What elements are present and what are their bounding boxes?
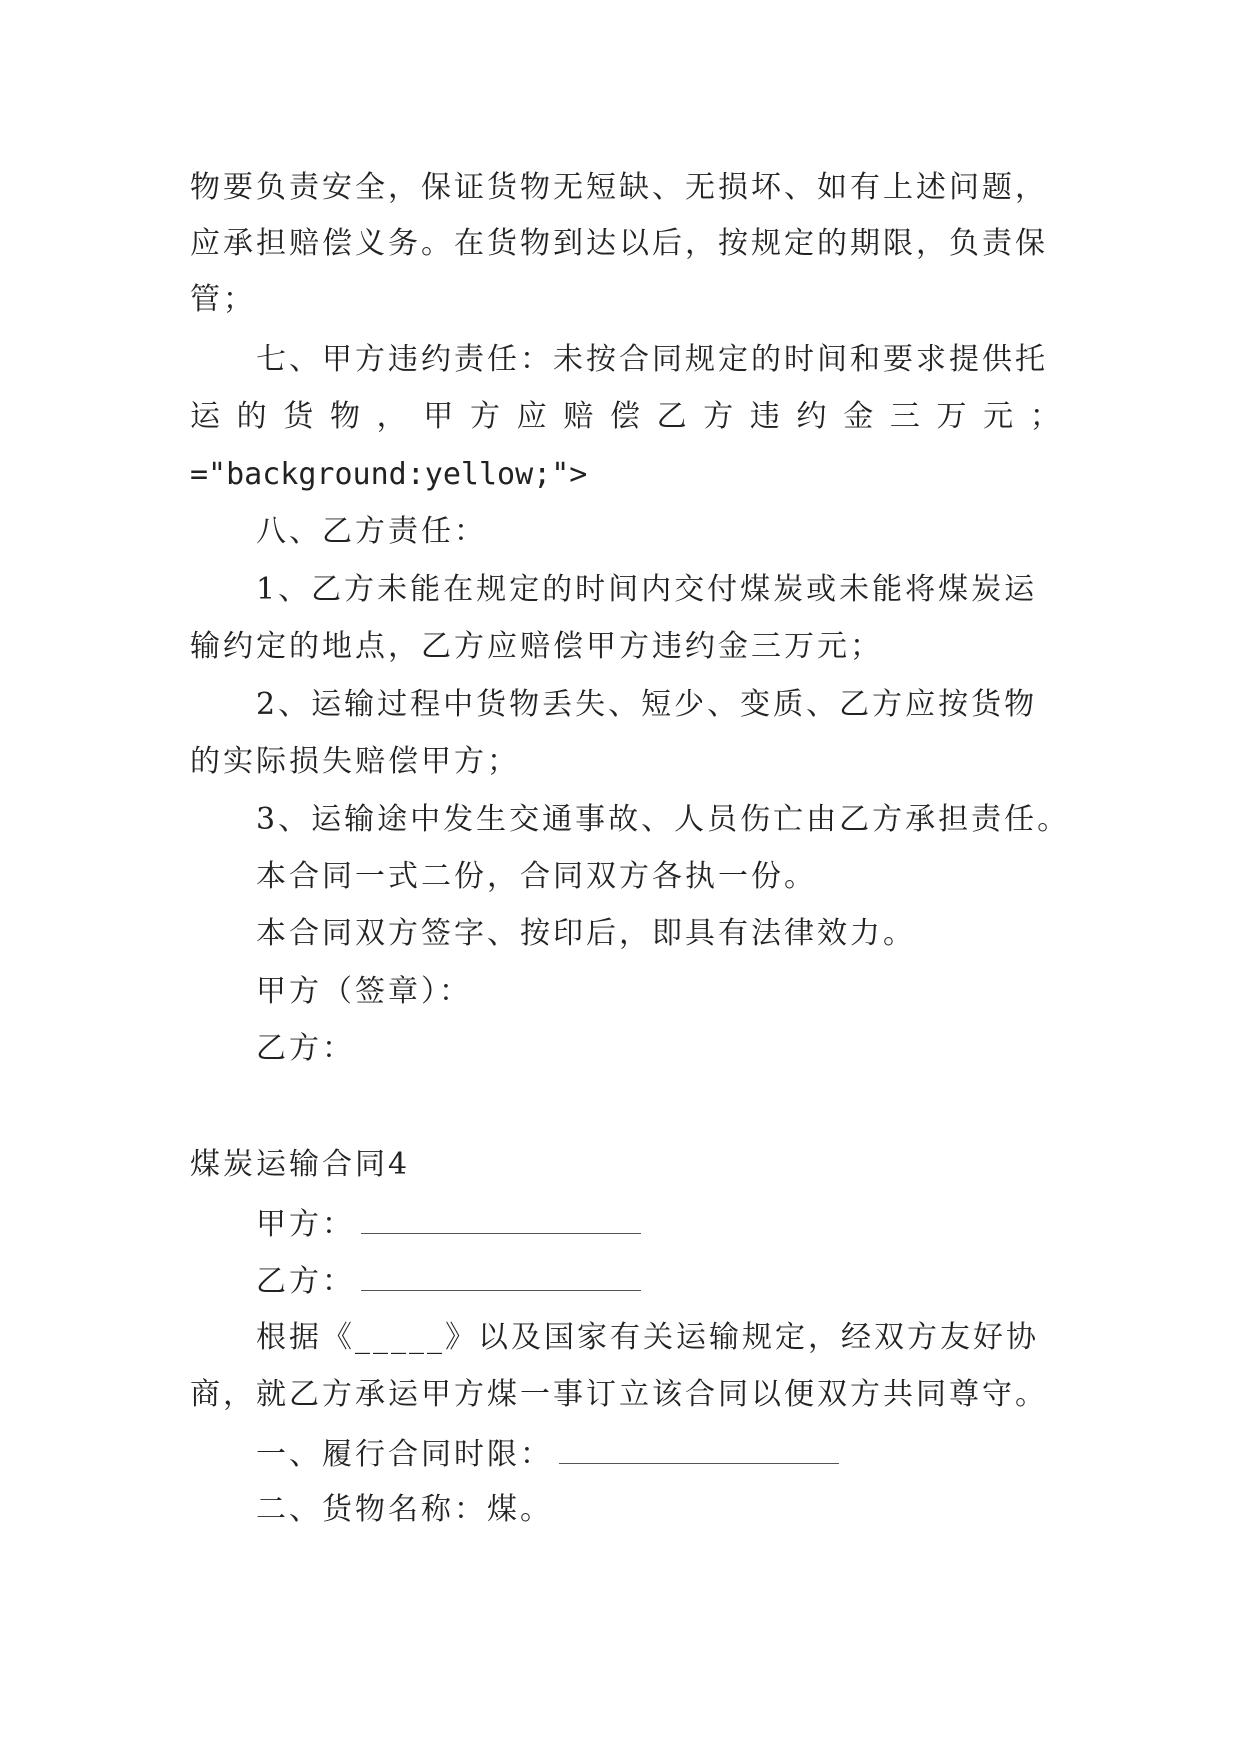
clause-eight-item-2: 2、运输过程中货物丢失、短少、变质、乙方应按货物	[256, 687, 1038, 722]
party-a-blank	[361, 1203, 641, 1234]
char: 金	[843, 399, 874, 434]
clause-eight-item-1: 1、乙方未能在规定的时间内交付煤炭或未能将煤炭运	[256, 572, 1038, 607]
paragraph-line: 输约定的地点，乙方应赔偿甲方违约金三万元；	[190, 629, 883, 664]
char: 赔	[563, 399, 594, 434]
char: 偿	[609, 399, 640, 434]
paragraph-line: 管；	[190, 282, 256, 317]
effect-statement: 本合同双方签字、按印后，即具有法律效力。	[256, 916, 916, 951]
char: 三	[889, 399, 920, 434]
char: 物	[329, 399, 360, 434]
char: 乙	[656, 399, 687, 434]
char: 方	[469, 399, 500, 434]
term-field	[256, 1433, 1136, 1475]
party-b-signature-label: 乙方：	[256, 1031, 355, 1066]
char: ；	[1029, 399, 1060, 434]
char: 运	[190, 399, 220, 434]
clause-eight-heading: 八、乙方责任：	[256, 514, 487, 549]
preamble-line: 根据《_____》以及国家有关运输规定，经双方友好协	[256, 1320, 1039, 1355]
party-a-label: 甲方：	[256, 1207, 355, 1242]
paragraph-line: 的实际损失赔偿甲方；	[190, 744, 520, 779]
char: 货	[283, 399, 314, 434]
party-b-blank	[361, 1260, 641, 1291]
term-blank	[559, 1433, 839, 1464]
char: 应	[516, 399, 547, 434]
char: ，	[376, 399, 407, 434]
party-b-field	[256, 1260, 1136, 1302]
paragraph-line: 物要负责安全，保证货物无短缺、无损坏、如有上述问题，	[190, 170, 1048, 205]
section-title: 煤炭运输合同4	[190, 1147, 411, 1182]
copies-statement: 本合同一式二份，合同双方各执一份。	[256, 859, 817, 894]
goods-name-line: 二、货物名称：煤。	[256, 1492, 553, 1527]
char: 万	[936, 399, 967, 434]
paragraph-line: 应承担赔偿义务。在货物到达以后，按规定的期限，负责保	[190, 226, 1048, 261]
party-b-label: 乙方：	[256, 1264, 355, 1299]
clause-seven-line: 七、甲方违约责任：未按合同规定的时间和要求提供托	[256, 342, 1048, 377]
char: 甲	[423, 399, 454, 434]
party-a-field	[256, 1203, 1136, 1245]
party-a-signature-label: 甲方（签章）：	[256, 974, 472, 1009]
term-label: 一、履行合同时限：	[256, 1437, 553, 1472]
clause-seven-spread-line	[190, 397, 1060, 437]
clause-eight-item-3: 3、运输途中发生交通事故、人员伤亡由乙方承担责任。	[256, 802, 1071, 837]
char: 约	[796, 399, 827, 434]
char: 方	[703, 399, 734, 434]
preamble-line: 商，就乙方承运甲方煤一事订立该合同以便双方共同尊守。	[190, 1377, 1048, 1412]
char: 元	[983, 399, 1014, 434]
char: 的	[236, 399, 267, 434]
char: 违	[749, 399, 780, 434]
stray-markup-line: ="background:yellow;">	[190, 457, 588, 492]
